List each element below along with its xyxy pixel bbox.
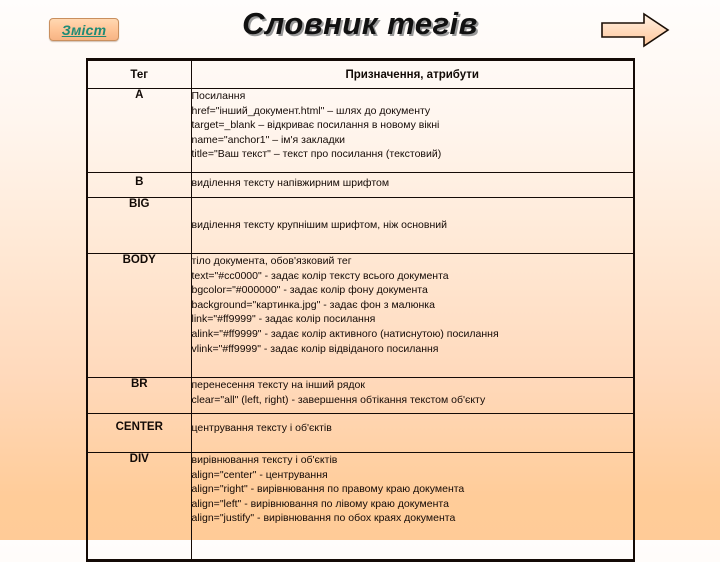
tag-description-cell (191, 378, 634, 414)
tag-name-cell: BODY (87, 254, 191, 378)
table-header-row (87, 60, 634, 89)
tag-name-cell: CENTER (87, 414, 191, 453)
description-line: clear="all" (left, right) - завершення обтікання текстом об'єкту (191, 393, 486, 406)
tag-name-cell: DIV (87, 453, 191, 561)
description-line: align="center" - центрування (191, 468, 328, 481)
description-line: перенесення тексту на інший рядок (191, 379, 365, 391)
tag-name-cell: A (87, 89, 191, 173)
description-line: vlink="#ff9999" - задає колір відвіданого посилання (191, 342, 439, 355)
tag-name-cell: B (87, 173, 191, 198)
description-line: name="anchor1" – ім'я закладки (191, 133, 346, 146)
table-row (87, 173, 634, 198)
table-row (87, 198, 634, 254)
description-line: тіло документа, обов'язковий тег (191, 255, 352, 267)
description-line: центрування тексту і об'єктів (191, 422, 332, 434)
tag-description-cell (191, 414, 634, 453)
description-line: target=_blank – відкриває посилання в новому вікні (191, 119, 440, 132)
description-line: вирівнювання тексту і об'єктів (191, 454, 338, 466)
table-row (87, 89, 634, 173)
description-line: background="картинка.jpg" - задає фон з малюнка (191, 298, 435, 311)
tag-description-cell (191, 198, 634, 254)
description-line: link="#ff9999" - задає колір посилання (191, 313, 376, 326)
next-arrow-icon[interactable] (600, 12, 670, 48)
table-row (87, 378, 634, 414)
description-line: align="right" - вирівнювання по правому краю документа (191, 483, 465, 496)
table-of-contents-label: Зміст (61, 21, 107, 38)
description-line: align="left" - вирівнювання по лівому краю документа (191, 497, 449, 510)
table-row (87, 254, 634, 378)
description-line: href="інший_документ.html" – шлях до документу (191, 104, 431, 117)
column-header-description: Призначення, атрибути (191, 60, 634, 89)
page-title: Словник тегів (242, 6, 478, 41)
tag-description-cell (191, 254, 634, 378)
description-line: Посилання (191, 90, 246, 102)
slide-header (0, 0, 720, 58)
description-line: title="Ваш текст" – текст про посилання (текстовий) (191, 148, 442, 161)
table-row (87, 414, 634, 453)
tag-name-cell: BIG (87, 198, 191, 254)
table-row (87, 453, 634, 561)
tag-description-cell (191, 173, 634, 198)
column-header-tag: Тег (87, 60, 191, 89)
description-line: align="justify" - вирівнювання по обох краях документа (191, 512, 456, 525)
tag-dictionary-table (86, 58, 635, 562)
tag-description-cell (191, 453, 634, 561)
description-line: виділення тексту напівжирним шрифтом (191, 177, 390, 189)
description-line: alink="#ff9999" - задає колір активного (натиснутою) посилання (191, 327, 499, 340)
description-line: виділення тексту крупнішим шрифтом, ніж основний (191, 219, 447, 231)
description-line: text="#cc0000" - задає колір тексту всього документа (191, 269, 449, 282)
tag-description-cell (191, 89, 634, 173)
tag-name-cell: BR (87, 378, 191, 414)
description-line: bgcolor="#000000" - задає колір фону документа (191, 284, 428, 297)
